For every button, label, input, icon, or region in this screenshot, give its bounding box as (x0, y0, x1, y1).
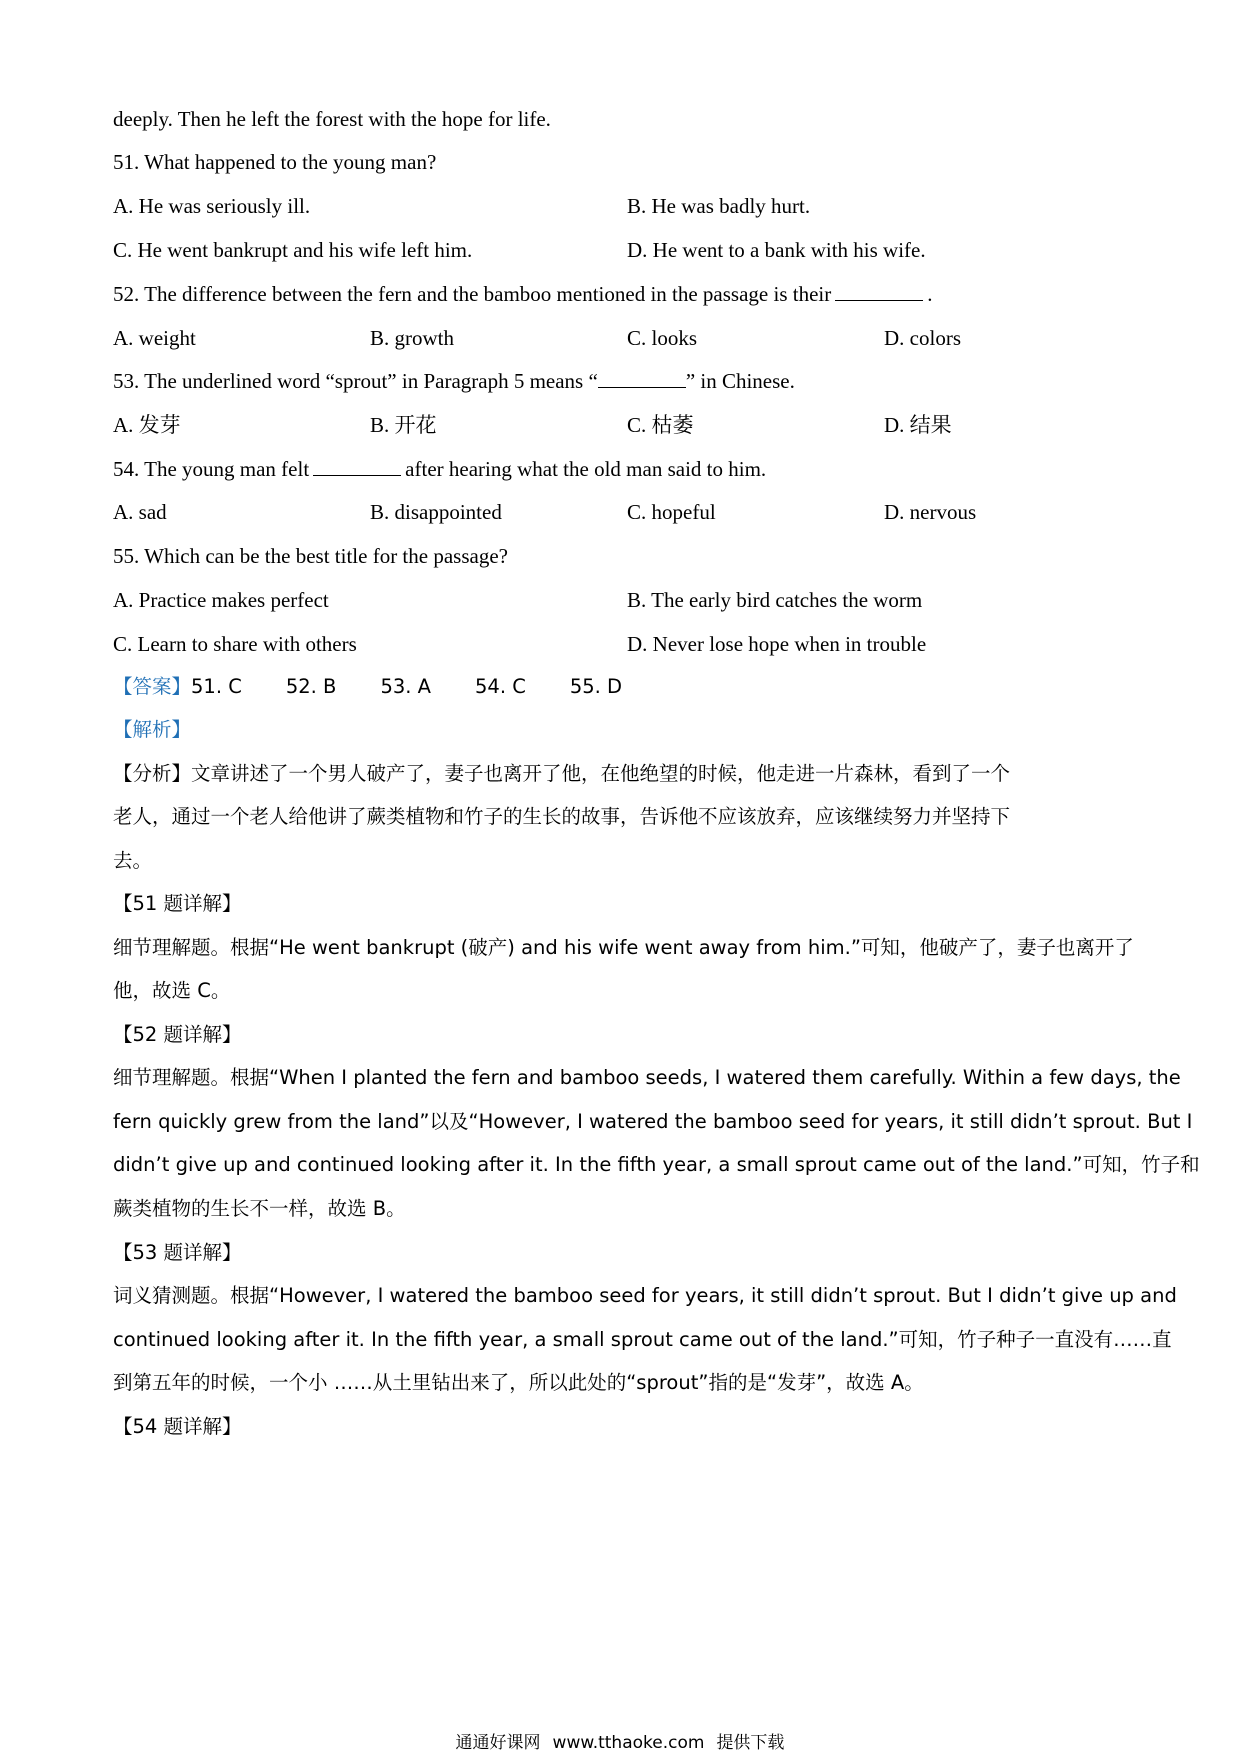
question-52-blank (835, 282, 923, 301)
question-53-stem-end: ” in Chinese. (685, 369, 795, 393)
question-54-option-d: D. nervous (884, 500, 977, 524)
overview-line-1 (113, 760, 1010, 788)
question-52-stem-text: 52. The difference between the fern and the bamboo mentioned in the passage is their (113, 282, 832, 306)
detail-53-heading: 【53 题详解】 (113, 1241, 242, 1264)
question-54-option-c: C. hopeful (627, 500, 716, 524)
question-54-option-a: A. sad (113, 500, 167, 524)
detail-51-line-2: 他，故选 C。 (113, 979, 231, 1002)
question-54-blank (313, 457, 401, 476)
overview-label: 【分析】 (113, 762, 192, 785)
question-54-option-b: B. disappointed (370, 500, 502, 524)
footer-site-name: 通通好课网 (455, 1733, 541, 1753)
detail-52-line-4: 蕨类植物的生长不一样，故选 B。 (113, 1197, 406, 1220)
question-53-option-a: A. 发芽 (113, 413, 181, 437)
detail-53-line-1: 词义猜测题。根据“However, I watered the bamboo seed for years, it still didn’t sprout. But I didn’t give up and (113, 1284, 1177, 1307)
detail-52-line-1: 细节理解题。根据“When I planted the fern and bamboo seeds, I watered them carefully. Within a few days, the (113, 1066, 1181, 1089)
overview-text-1: 文章讲述了一个男人破产了，妻子也离开了他，在他绝望的时候，他走进一片森林，看到了一个 (191, 762, 1011, 785)
intro-line: deeply. Then he left the forest with the hope for life. (113, 107, 551, 131)
question-53-blank (598, 369, 686, 388)
question-55-option-a: A. Practice makes perfect (113, 588, 329, 612)
answer-52: 52. B (285, 675, 337, 698)
answer-label: 【答案】 (113, 675, 192, 698)
footer-url[interactable]: www.tthaoke.com (552, 1733, 705, 1753)
detail-52-heading: 【52 题详解】 (113, 1023, 242, 1046)
overview-line-3: 去。 (113, 849, 153, 872)
page-footer (0, 1732, 1240, 1754)
answer-51: 51. C (191, 675, 242, 698)
question-52-option-c: C. looks (627, 326, 698, 350)
detail-51-heading: 【51 题详解】 (113, 892, 242, 915)
question-53-option-b: B. 开花 (370, 413, 437, 437)
question-52-stem-end: . (927, 282, 933, 306)
detail-51-line-1: 细节理解题。根据“He went bankrupt (破产) and his wife went away from him.”可知，他破产了，妻子也离开了 (113, 936, 1134, 959)
analysis-label: 【解析】 (113, 718, 192, 741)
footer-suffix: 提供下载 (716, 1733, 785, 1753)
detail-53-line-2: continued looking after it. In the fifth year, a small sprout came out of the land.”可知，竹子种子一直没有……直 (113, 1328, 1172, 1351)
detail-52-line-2: fern quickly grew from the land”以及“However, I watered the bamboo seed for years, it still didn’t sprout. But I (113, 1110, 1193, 1133)
question-51-option-d: D. He went to a bank with his wife. (627, 238, 926, 262)
question-52-option-b: B. growth (370, 326, 454, 350)
question-52-stem (113, 280, 932, 308)
question-51-option-a: A. He was seriously ill. (113, 194, 311, 218)
question-52-option-a: A. weight (113, 326, 196, 350)
question-51-option-c: C. He went bankrupt and his wife left him. (113, 238, 473, 262)
question-54-stem-text: 54. The young man felt (113, 457, 310, 481)
question-51-option-b: B. He was badly hurt. (627, 194, 811, 218)
answer-54: 54. C (475, 675, 526, 698)
question-51-stem: 51. What happened to the young man? (113, 150, 437, 174)
answer-line (113, 673, 666, 701)
detail-53-line-3: 到第五年的时候，一个小 ……从土里钻出来了，所以此处的“sprout”指的是“发芽”，故选 A。 (113, 1371, 924, 1394)
question-55-option-d: D. Never lose hope when in trouble (627, 632, 927, 656)
question-55-option-c: C. Learn to share with others (113, 632, 357, 656)
question-55-stem: 55. Which can be the best title for the passage? (113, 544, 508, 568)
detail-52-line-3: didn’t give up and continued looking after it. In the fifth year, a small sprout came out of the land.”可知，竹子和 (113, 1153, 1200, 1176)
question-53-stem-text: 53. The underlined word “sprout” in Paragraph 5 means “ (113, 369, 598, 393)
overview-line-2: 老人，通过一个老人给他讲了蕨类植物和竹子的生长的故事，告诉他不应该放弃，应该继续努力并坚持下 (113, 805, 1011, 828)
question-53-stem (113, 367, 795, 395)
answer-55: 55. D (569, 675, 623, 698)
answer-53: 53. A (380, 675, 431, 698)
question-53-option-d: D. 结果 (884, 413, 952, 437)
detail-54-heading: 【54 题详解】 (113, 1415, 242, 1438)
question-55-option-b: B. The early bird catches the worm (627, 588, 923, 612)
question-54-stem-end: after hearing what the old man said to him. (405, 457, 767, 481)
question-54-stem (113, 455, 766, 483)
question-53-option-c: C. 枯萎 (627, 413, 694, 437)
question-52-option-d: D. colors (884, 326, 961, 350)
